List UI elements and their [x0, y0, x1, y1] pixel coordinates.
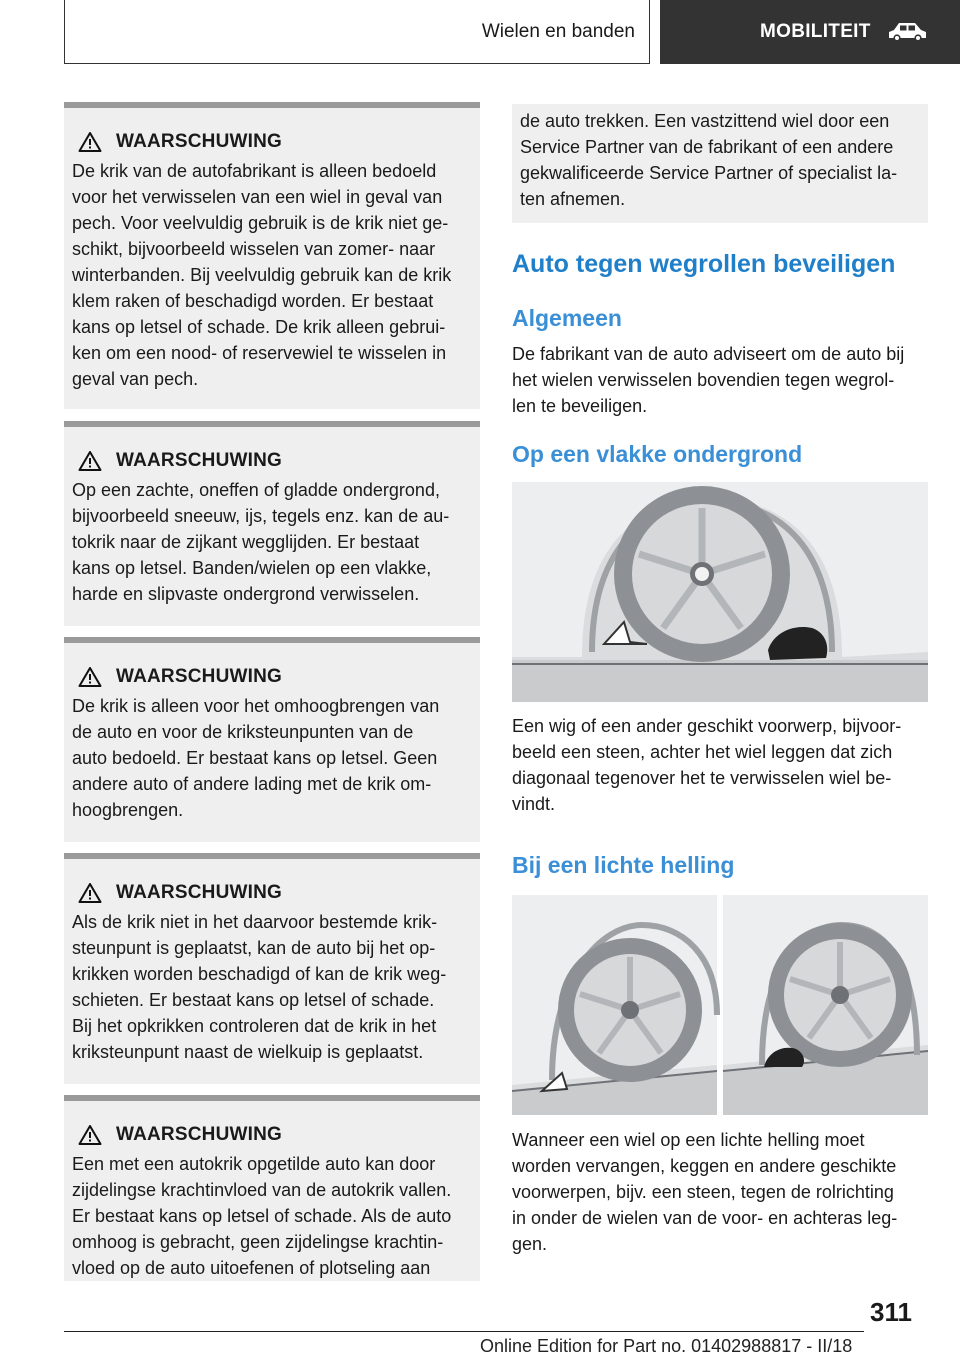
warning-triangle-icon — [78, 131, 102, 153]
warning-title: WAARSCHUWING — [116, 882, 282, 903]
slope-wheels-illustration — [512, 895, 928, 1115]
warning-text-line: zijdelingse krachtinvloed van de autokrik vallen. — [72, 1180, 452, 1200]
warning-text-line: ten afnemen. — [520, 189, 626, 209]
subheading-slope: Bij een lichte helling — [512, 852, 735, 878]
paragraph-line: het wielen verwisselen bovendien tegen wegrol- — [512, 370, 895, 390]
paragraph-line: diagonaal tegenover het te verwisselen wiel be- — [512, 768, 892, 788]
warning-text-line: Als de krik niet in het daarvoor bestemde krik- — [72, 912, 438, 932]
car-icon — [885, 20, 929, 44]
footer-divider — [64, 1331, 864, 1332]
warning-text-line: winterbanden. Bij veelvuldig gebruik kan de krik — [72, 265, 452, 285]
warning-title: WAARSCHUWING — [116, 1124, 282, 1145]
warning-box-4 — [64, 853, 480, 1084]
warning-text-line: schieten. Er bestaat kans op letsel of schade. — [72, 990, 435, 1010]
paragraph-line: len te beveiligen. — [512, 396, 648, 416]
warning-continuation — [512, 104, 928, 223]
paragraph-line: gen. — [512, 1234, 548, 1254]
slope-paragraph — [512, 1127, 930, 1257]
warning-text-line: pech. Voor veelvuldig gebruik is de krik niet ge- — [72, 213, 449, 233]
warning-triangle-icon — [78, 882, 102, 904]
flat-ground-paragraph — [512, 713, 930, 817]
warning-text-line: kans op letsel. Banden/wielen op een vlakke, — [72, 558, 432, 578]
warning-triangle-icon — [78, 1124, 102, 1146]
warning-title: WAARSCHUWING — [116, 666, 282, 687]
warning-title: WAARSCHUWING — [116, 131, 282, 152]
paragraph-line: voorwerpen, bijv. een steen, tegen de rolrichting — [512, 1182, 894, 1202]
warning-text-line: geval van pech. — [72, 369, 199, 389]
general-paragraph — [512, 341, 930, 419]
warning-text-line: Service Partner van de fabrikant of een andere — [520, 137, 894, 157]
warning-text-line: De krik van de autofabrikant is alleen bedoeld — [72, 161, 437, 181]
warning-text-line: de auto trekken. Een vastzittend wiel door een — [520, 111, 890, 131]
paragraph-line: Wanneer een wiel op een lichte helling moet — [512, 1130, 865, 1150]
warning-text-line: auto bedoeld. Er bestaat kans op letsel. Geen — [72, 748, 438, 768]
section-title: Wielen en banden — [481, 20, 635, 42]
section-header — [64, 0, 650, 64]
paragraph-line: Een wig of een ander geschikt voorwerp, bijvoor- — [512, 716, 902, 736]
wheel-illustration — [512, 482, 928, 702]
warning-box-3 — [64, 637, 480, 842]
warning-text-line: voor het verwisselen van een wiel in geval van — [72, 187, 443, 207]
warning-text-line: kriksteunpunt naast de wielkuip is geplaatst. — [72, 1042, 424, 1062]
chapter-title: MOBILITEIT — [760, 21, 871, 42]
footer-edition: Online Edition for Part no. 01402988817 - II/18 — [480, 1336, 853, 1356]
subheading-general: Algemeen — [512, 305, 622, 331]
figure-flat-ground — [512, 482, 928, 702]
warning-text-line: hoogbrengen. — [72, 800, 184, 820]
paragraph-line: beeld een steen, achter het wiel leggen dat zich — [512, 742, 893, 762]
warning-text-line: Er bestaat kans op letsel of schade. Als de auto — [72, 1206, 452, 1226]
warning-title: WAARSCHUWING — [116, 450, 282, 471]
warning-text-line: tokrik naar de zijkant wegglijden. Er bestaat — [72, 532, 420, 552]
warning-text-line: steunpunt is geplaatst, kan de auto bij het op- — [72, 938, 436, 958]
paragraph-line: in onder de wielen van de voor- en achteras leg- — [512, 1208, 898, 1228]
warning-text-line: omhoog is gebracht, geen zijdelingse krachtin- — [72, 1232, 444, 1252]
warning-text-line: kans op letsel of schade. De krik alleen gebrui- — [72, 317, 446, 337]
warning-text-line: schikt, bijvoorbeeld wisselen van zomer- naar — [72, 239, 436, 259]
figure-slope — [512, 895, 928, 1115]
warning-triangle-icon — [78, 666, 102, 688]
warning-text-line: De krik is alleen voor het omhoogbrengen van — [72, 696, 440, 716]
warning-text-line: gekwalificeerde Service Partner of specialist la- — [520, 163, 898, 183]
warning-text-line: de auto en voor de kriksteunpunten van de — [72, 722, 414, 742]
warning-text-line: Bij het opkrikken controleren dat de krik in het — [72, 1016, 437, 1036]
warning-box-5 — [64, 1095, 480, 1281]
warning-box-2 — [64, 421, 480, 626]
paragraph-line: De fabrikant van de auto adviseert om de auto bij — [512, 344, 905, 364]
subheading-flat-ground: Op een vlakke ondergrond — [512, 441, 803, 467]
chapter-header — [660, 0, 960, 64]
warning-text-line: ken om een nood- of reservewiel te wisselen in — [72, 343, 447, 363]
warning-text-line: andere auto of andere lading met de krik om- — [72, 774, 432, 794]
warning-text-line: Op een zachte, oneffen of gladde ondergrond, — [72, 480, 440, 500]
warning-text-line: klem raken of beschadigd worden. Er bestaat — [72, 291, 434, 311]
warning-box-1 — [64, 102, 480, 409]
page-number: 311 — [870, 1297, 912, 1327]
warning-text-line: vloed op de auto uitoefenen of plotseling aan — [72, 1258, 431, 1278]
warning-text-line: harde en slipvaste ondergrond verwisselen. — [72, 584, 420, 604]
paragraph-line: worden vervangen, keggen en andere geschikte — [512, 1156, 897, 1176]
paragraph-line: vindt. — [512, 794, 556, 814]
section-heading: Auto tegen wegrollen beveiligen — [512, 250, 896, 278]
warning-triangle-icon — [78, 450, 102, 472]
warning-text-line: krikken worden beschadigd of kan de krik weg- — [72, 964, 447, 984]
warning-text-line: Een met een autokrik opgetilde auto kan door — [72, 1154, 436, 1174]
warning-text-line: bijvoorbeeld sneeuw, ijs, tegels enz. kan de au- — [72, 506, 450, 526]
